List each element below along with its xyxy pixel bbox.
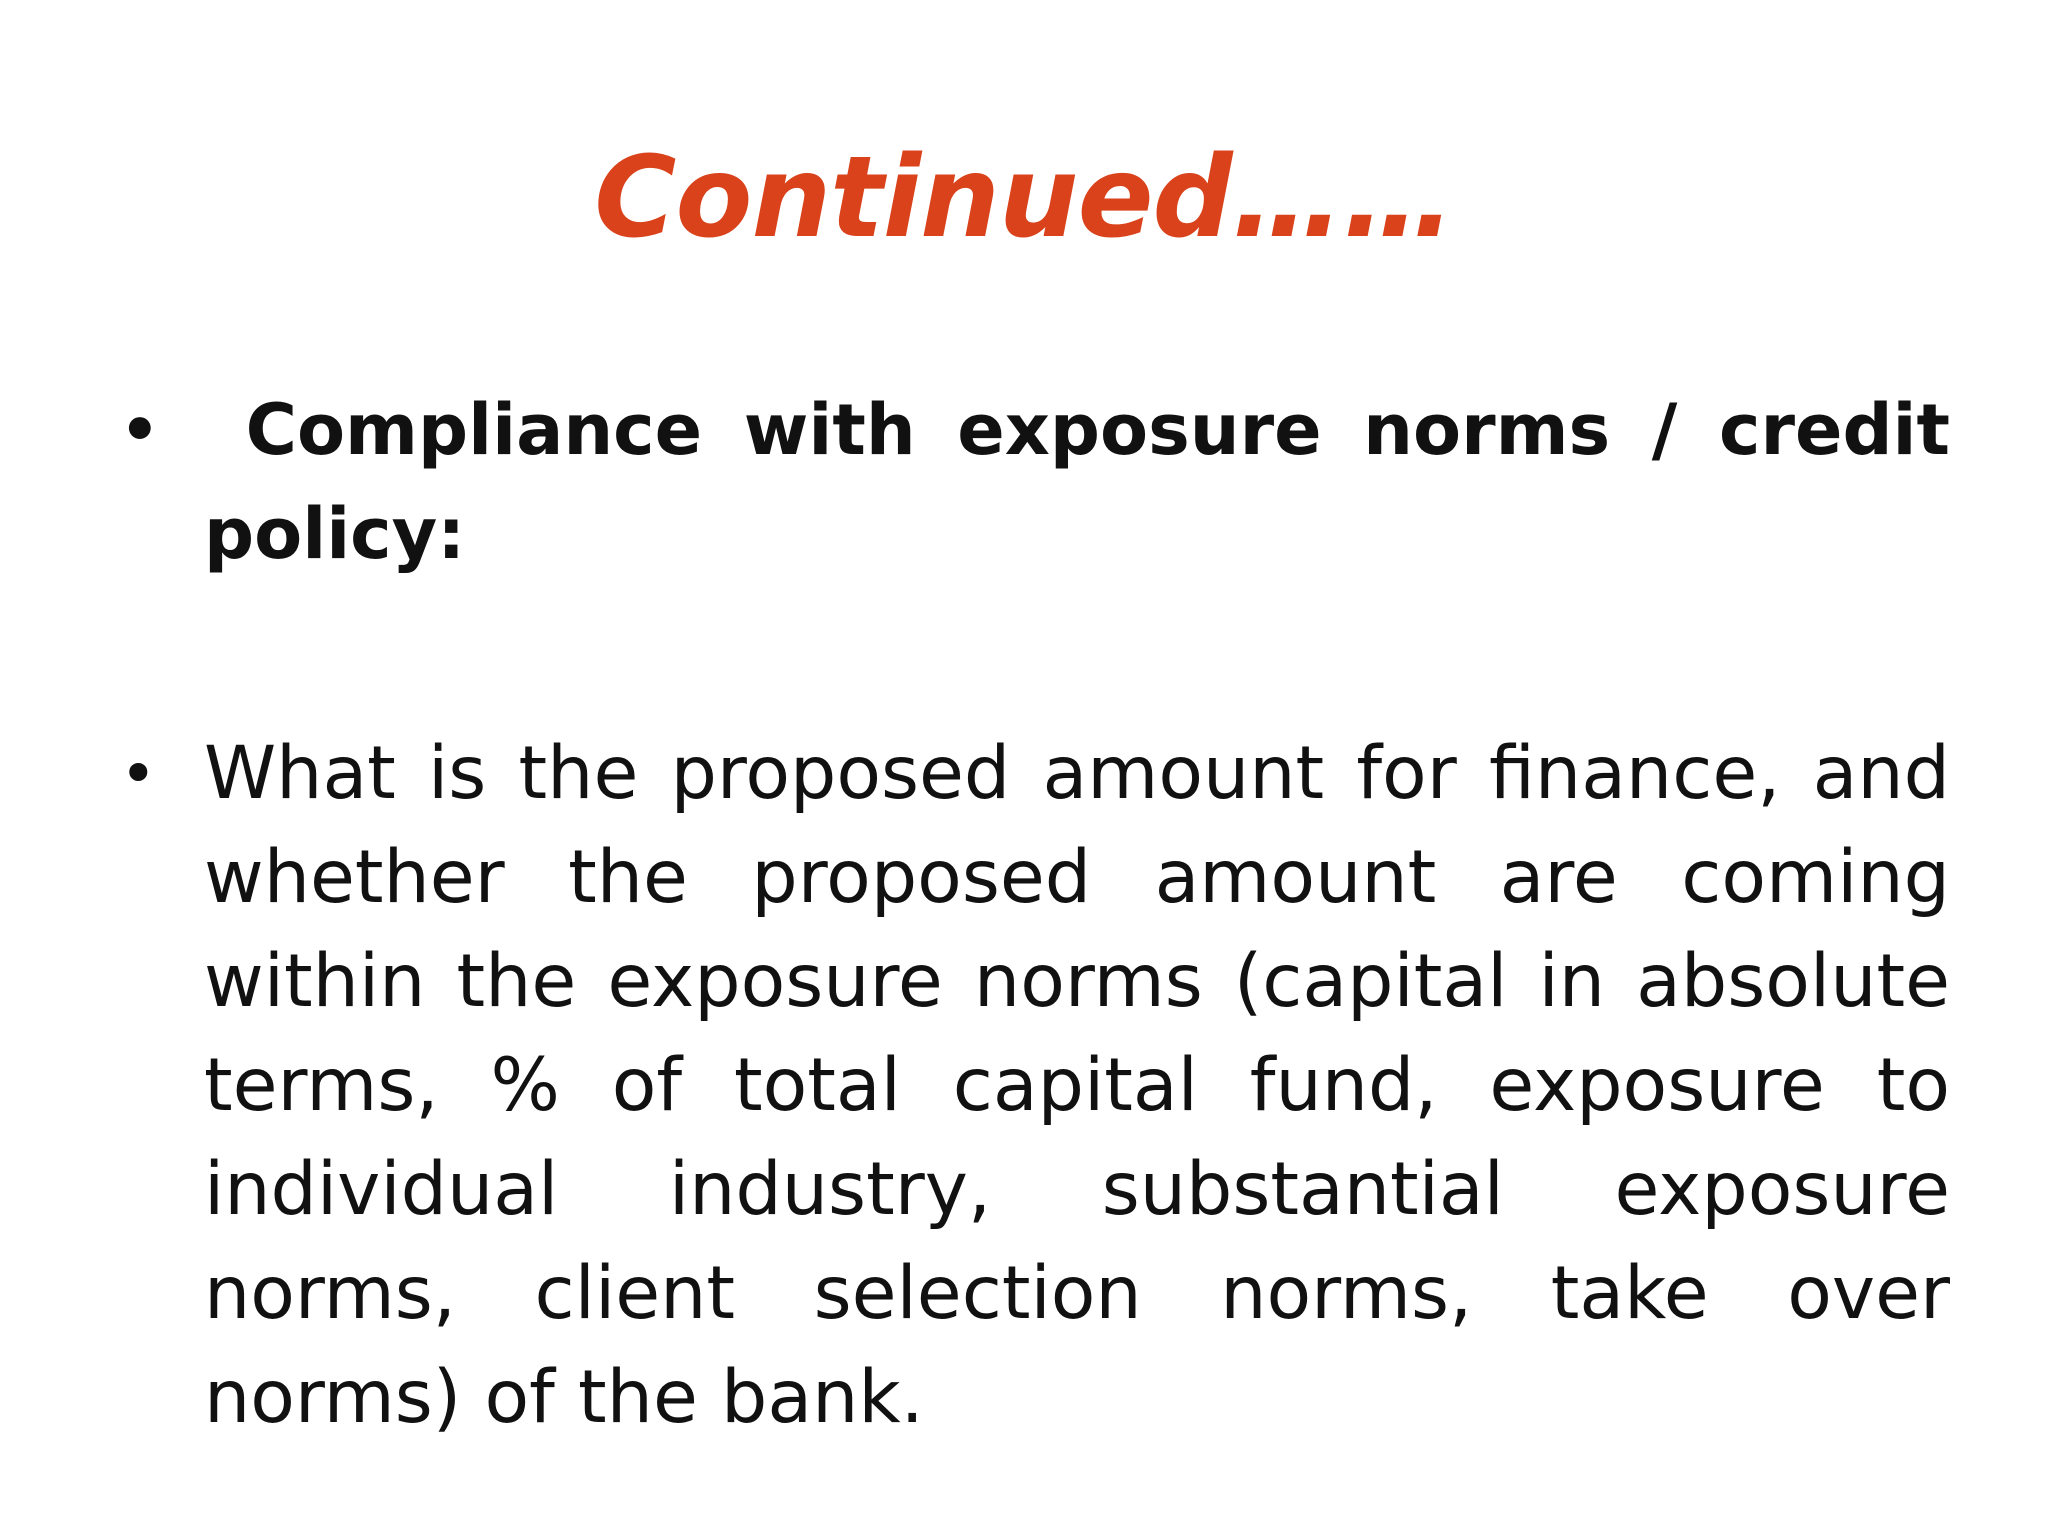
slide-title: Continued…… <box>594 133 1454 263</box>
bullet-item-proposed-amount <box>120 722 1950 1450</box>
bullet-list <box>120 378 1975 1450</box>
bullet-icon: • <box>120 737 157 810</box>
bullet-icon: • <box>120 393 160 466</box>
bullet-item-compliance-heading <box>120 378 1975 586</box>
bullet-text: Compliance with exposure norms / credit policy: <box>204 389 1975 575</box>
bullet-text: What is the proposed amount for finance, and whether the proposed amount are coming within the exposure norms (capital in absolute terms, % of total capital fund, exposure to individual industry, substantial exposure norms, client selection norms, take over norms) of the bank. <box>204 731 1950 1440</box>
